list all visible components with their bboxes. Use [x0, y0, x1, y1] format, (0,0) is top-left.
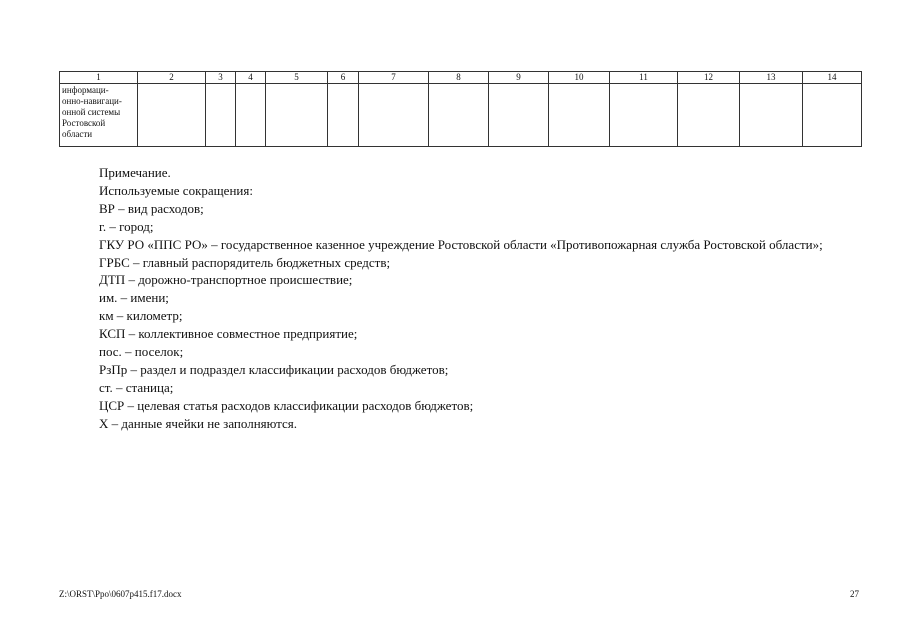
note-title: Примечание.: [99, 165, 171, 180]
abbreviation-item: ДТП – дорожно-транспортное происшествие;: [99, 272, 353, 288]
column-header: 9: [489, 72, 549, 84]
table-cell: [429, 84, 489, 147]
abbreviation-item: км – километр;: [99, 308, 183, 324]
table-cell: [610, 84, 678, 147]
note-section: [61, 164, 860, 433]
cell-line: области: [62, 129, 93, 139]
table-cell: [236, 84, 266, 147]
abbreviation-item: ГКУ РО «ППС РО» – государственное казенное учреждение Ростовской области «Противопожарная служба Ростовской области»;: [99, 236, 823, 252]
table-cell: [206, 84, 236, 147]
page-number: 27: [850, 589, 859, 599]
column-header: 12: [678, 72, 740, 84]
abbreviation-item: РзПр – раздел и подраздел классификации расходов бюджетов;: [99, 361, 449, 377]
cell-line: онно-навигаци-: [62, 96, 122, 106]
column-header: 14: [803, 72, 862, 84]
table-cell: [60, 84, 138, 147]
column-header: 2: [138, 72, 206, 84]
abbreviation-item: г. – город;: [99, 218, 154, 234]
column-header: 5: [266, 72, 328, 84]
abbreviation-item: ВР – вид расходов;: [99, 200, 204, 216]
abbreviation-item: ГРБС – главный распорядитель бюджетных средств;: [99, 254, 391, 270]
abbreviation-item: им. – имени;: [99, 290, 169, 306]
abbreviation-item: Х – данные ячейки не заполняются.: [99, 415, 298, 431]
table-cell: [359, 84, 429, 147]
table-cell: [489, 84, 549, 147]
column-header: 3: [206, 72, 236, 84]
table-cell: [266, 84, 328, 147]
column-header: 13: [740, 72, 803, 84]
table-cell: [328, 84, 359, 147]
abbreviation-item: пос. – поселок;: [99, 344, 184, 360]
cell-line: Ростовской: [62, 118, 106, 128]
table-row: [60, 84, 862, 147]
abbreviation-item: КСП – коллективное совместное предприятие;: [99, 326, 358, 342]
footer-file-path: Z:\ORST\Ppo\0607p415.f17.docx: [59, 589, 182, 599]
table-cell: [740, 84, 803, 147]
note-subtitle: Используемые сокращения:: [99, 182, 253, 198]
column-header: 7: [359, 72, 429, 84]
table-cell: [803, 84, 862, 147]
table-header-row: [60, 72, 862, 84]
table-cell: [138, 84, 206, 147]
abbreviation-item: ЦСР – целевая статья расходов классификации расходов бюджетов;: [99, 397, 474, 413]
column-header: 11: [610, 72, 678, 84]
budget-table: [59, 71, 862, 147]
column-header: 4: [236, 72, 266, 84]
cell-line: информаци-: [62, 85, 109, 95]
abbreviation-item: ст. – станица;: [99, 379, 174, 395]
column-header: 6: [328, 72, 359, 84]
table-cell: [549, 84, 610, 147]
column-header: 1: [60, 72, 138, 84]
table-cell: [678, 84, 740, 147]
column-header: 10: [549, 72, 610, 84]
column-header: 8: [429, 72, 489, 84]
cell-line: онной системы: [62, 107, 121, 117]
